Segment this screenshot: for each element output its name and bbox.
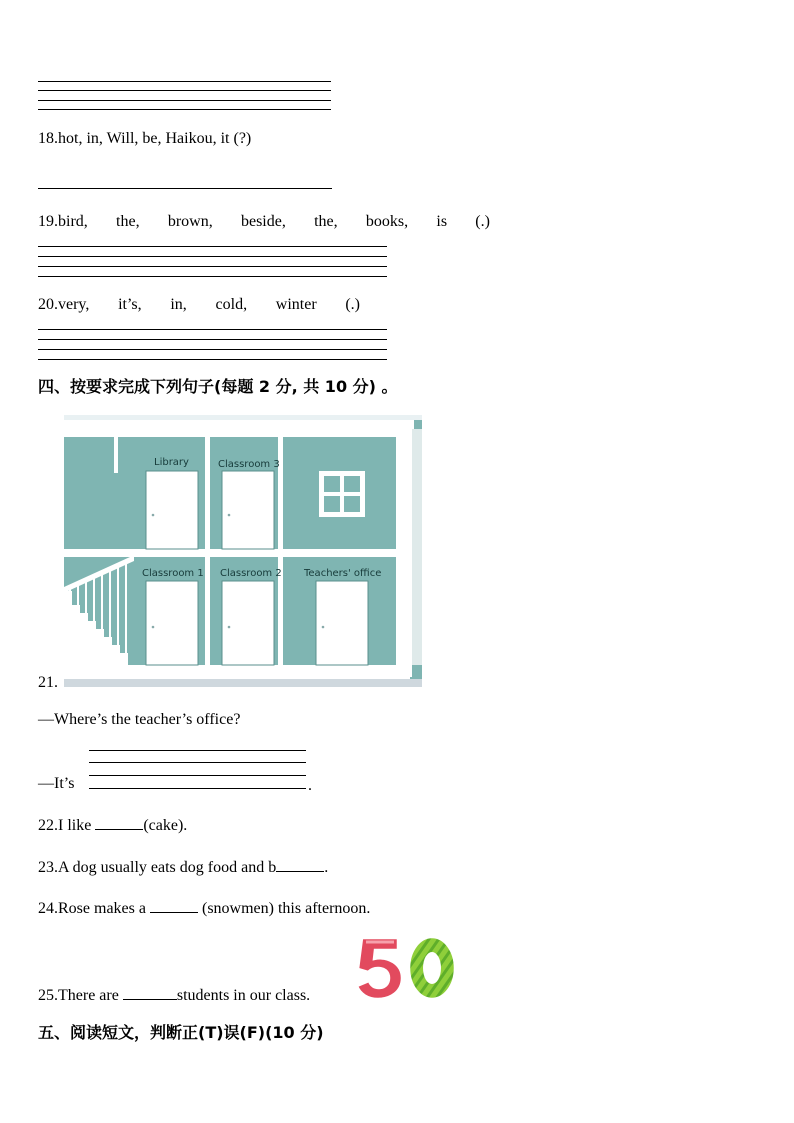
answer-line [89,762,306,763]
room-label-teachers-office: Teachers' office [304,568,382,579]
question-18 [38,129,251,149]
question-word: in, [170,296,187,313]
question-word: the, [116,213,140,230]
question-word: it’s, [118,296,142,313]
question-19 [38,212,490,232]
answer-line [38,188,332,189]
question-words: hot, in, Will, be, Haikou, it [58,130,230,147]
answer-blank[interactable] [276,857,324,872]
question-word: is [436,213,448,230]
answer-line [38,100,331,101]
answer-blank[interactable] [123,985,177,1000]
answer-line [38,90,331,91]
answer-blank[interactable] [95,815,143,830]
question-23: 23.A dog usually eats dog food and b . [38,859,329,876]
answer-line [38,349,387,350]
question-22: 22.I like (cake). [38,817,188,834]
question-25: 25.There are students in our class. [38,987,311,1004]
answer-line [38,359,387,360]
question-word: winter [275,296,317,313]
question-word: brown, [167,213,213,230]
answer-line [89,788,306,789]
question-punct: (?) [233,130,252,147]
question-word: (.) [475,213,490,230]
question-word: cold, [215,296,248,313]
answer-line [38,81,331,82]
answer-line [38,246,387,247]
answer-line [89,750,306,751]
question-20 [38,295,360,315]
room-label-classroom-2: Classroom 2 [220,568,282,579]
number-fifty-picture [354,932,458,1002]
section-5-title: 五、阅读短文，判断正(T)误(F)(10 分) [38,1023,324,1042]
question-21-answer-suffix: . [308,777,312,794]
room-label-library: Library [154,457,189,468]
question-word: (.) [345,296,360,313]
section-4-title: 四、按要求完成下列句子(每题 2 分, 共 10 分) 。 [38,377,398,396]
question-word: books, [365,213,409,230]
answer-line [38,329,387,330]
answer-line [38,256,387,257]
school-building-picture [64,415,422,687]
room-label-classroom-1: Classroom 1 [142,568,204,579]
question-word: beside, [240,213,286,230]
answer-line [38,109,331,110]
answer-line [38,266,387,267]
question-24: 24.Rose makes a (snowmen) this afternoon. [38,900,371,917]
question-word: 20.very, [38,296,90,313]
room-label-classroom-3: Classroom 3 [218,459,280,470]
question-word: the, [314,213,338,230]
answer-line [89,775,306,776]
answer-line [38,276,387,277]
answer-line [38,339,387,340]
question-21-prompt: —Where’s the teacher’s office? [38,711,241,728]
question-21-number: 21. [38,674,58,691]
answer-blank[interactable] [150,898,198,913]
question-number: 18. [38,130,58,147]
question-word: 19.bird, [38,213,88,230]
question-21-answer-prefix: —It’s [38,775,75,792]
